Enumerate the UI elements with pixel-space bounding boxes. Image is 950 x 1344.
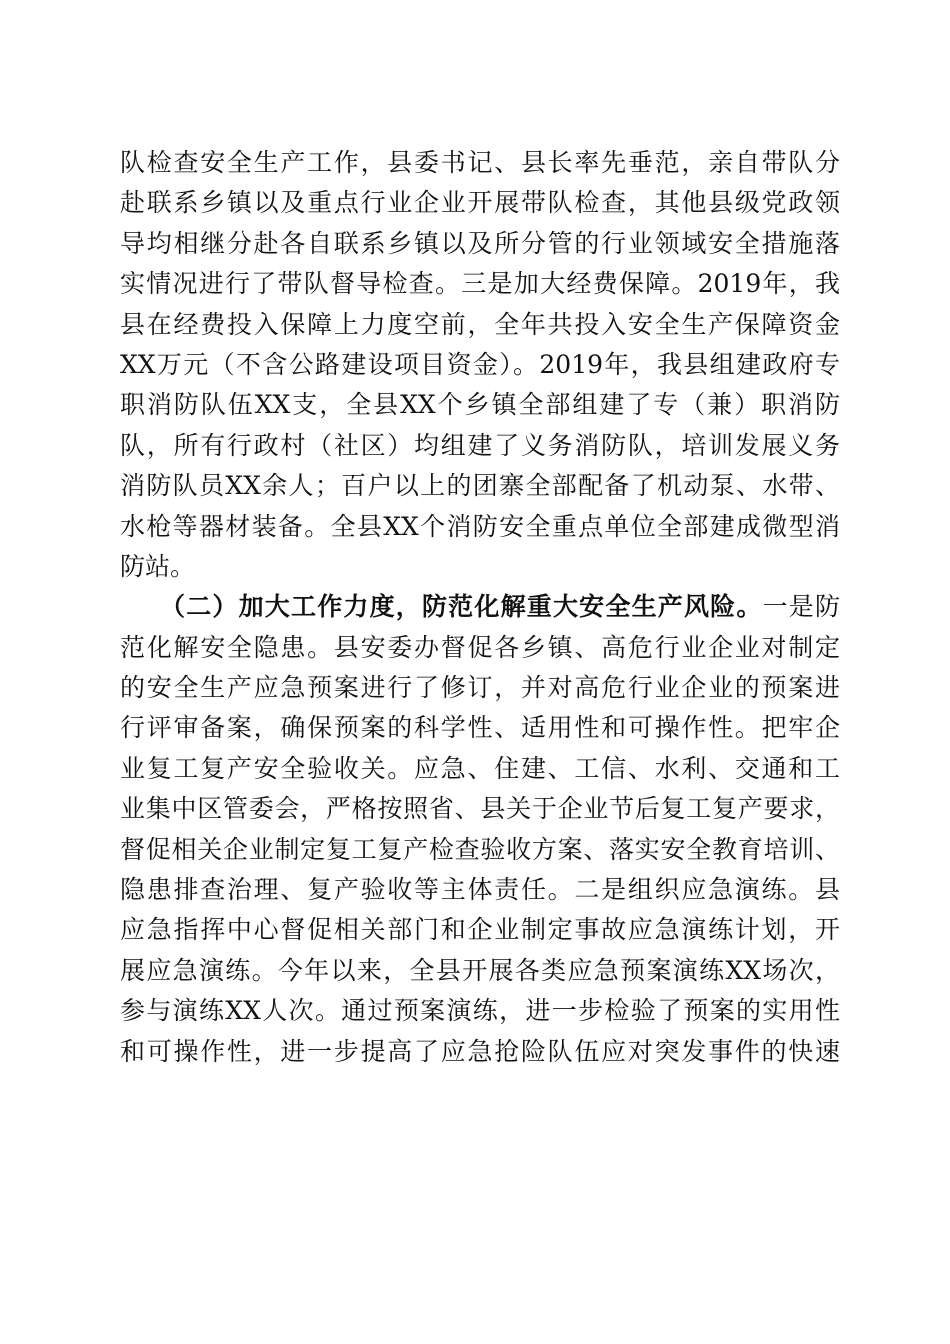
- text-line: 业复工复产安全验收关。应急、住建、工信、水利、交通和工: [120, 753, 840, 783]
- text-line: 参与演练XX人次。通过预案演练，进一步检验了预案的实用性: [120, 996, 840, 1026]
- text-line: 范化解安全隐患。县安委办督促各乡镇、高危行业企业对制定: [120, 632, 840, 662]
- text-line: 隐患排查治理、复产验收等主体责任。二是组织应急演练。县: [120, 875, 840, 905]
- text-line: 督促相关企业制定复工复产检查验收方案、落实安全教育培训、: [120, 834, 840, 864]
- text-line: 展应急演练。今年以来，全县开展各类应急预案演练XX场次，: [120, 955, 840, 985]
- text-line: 水枪等器材装备。全县XX个消防安全重点单位全部建成微型消: [120, 511, 840, 541]
- text-line: 队检查安全生产工作，县委书记、县长率先垂范，亲自带队分: [120, 148, 840, 177]
- text-fragment: 一是防: [762, 592, 840, 622]
- paragraph-first-line: [120, 587, 840, 627]
- text-line: 导均相继分赴各自联系乡镇以及所分管的行业领域安全措施落: [120, 228, 840, 258]
- text-line: 实情况进行了带队督导检查。三是加大经费保障。2019年，我: [120, 269, 840, 299]
- text-line: 的安全生产应急预案进行了修订，并对高危行业企业的预案进: [120, 673, 840, 703]
- text-line: 业集中区管委会，严格按照省、县关于企业节后复工复产要求，: [120, 794, 840, 824]
- text-line: XX万元（不含公路建设项目资金）。2019年，我县组建政府专: [120, 349, 840, 379]
- text-line: 县在经费投入保障上力度空前，全年共投入安全生产保障资金: [120, 309, 840, 339]
- text-line: 队，所有行政村（社区）均组建了义务消防队，培训发展义务: [120, 430, 840, 460]
- text-line: 赴联系乡镇以及重点行业企业开展带队检查，其他县级党政领: [120, 188, 840, 218]
- text-line: 和可操作性，进一步提高了应急抢险队伍应对突发事件的快速: [120, 1036, 840, 1066]
- text-line: 防站。: [120, 551, 196, 581]
- text-line: 行评审备案，确保预案的科学性、适用性和可操作性。把牢企: [120, 713, 840, 743]
- text-line: 应急指挥中心督促相关部门和企业制定事故应急演练计划，开: [120, 915, 840, 945]
- text-line: 职消防队伍XX支，全县XX个乡镇全部组建了专（兼）职消防: [120, 390, 840, 420]
- text-line: 消防队员XX余人；百户以上的团寨全部配备了机动泵、水带、: [120, 471, 840, 501]
- section-heading: （二）加大工作力度，防范化解重大安全生产风险。: [160, 592, 763, 622]
- body-text: [120, 143, 840, 1072]
